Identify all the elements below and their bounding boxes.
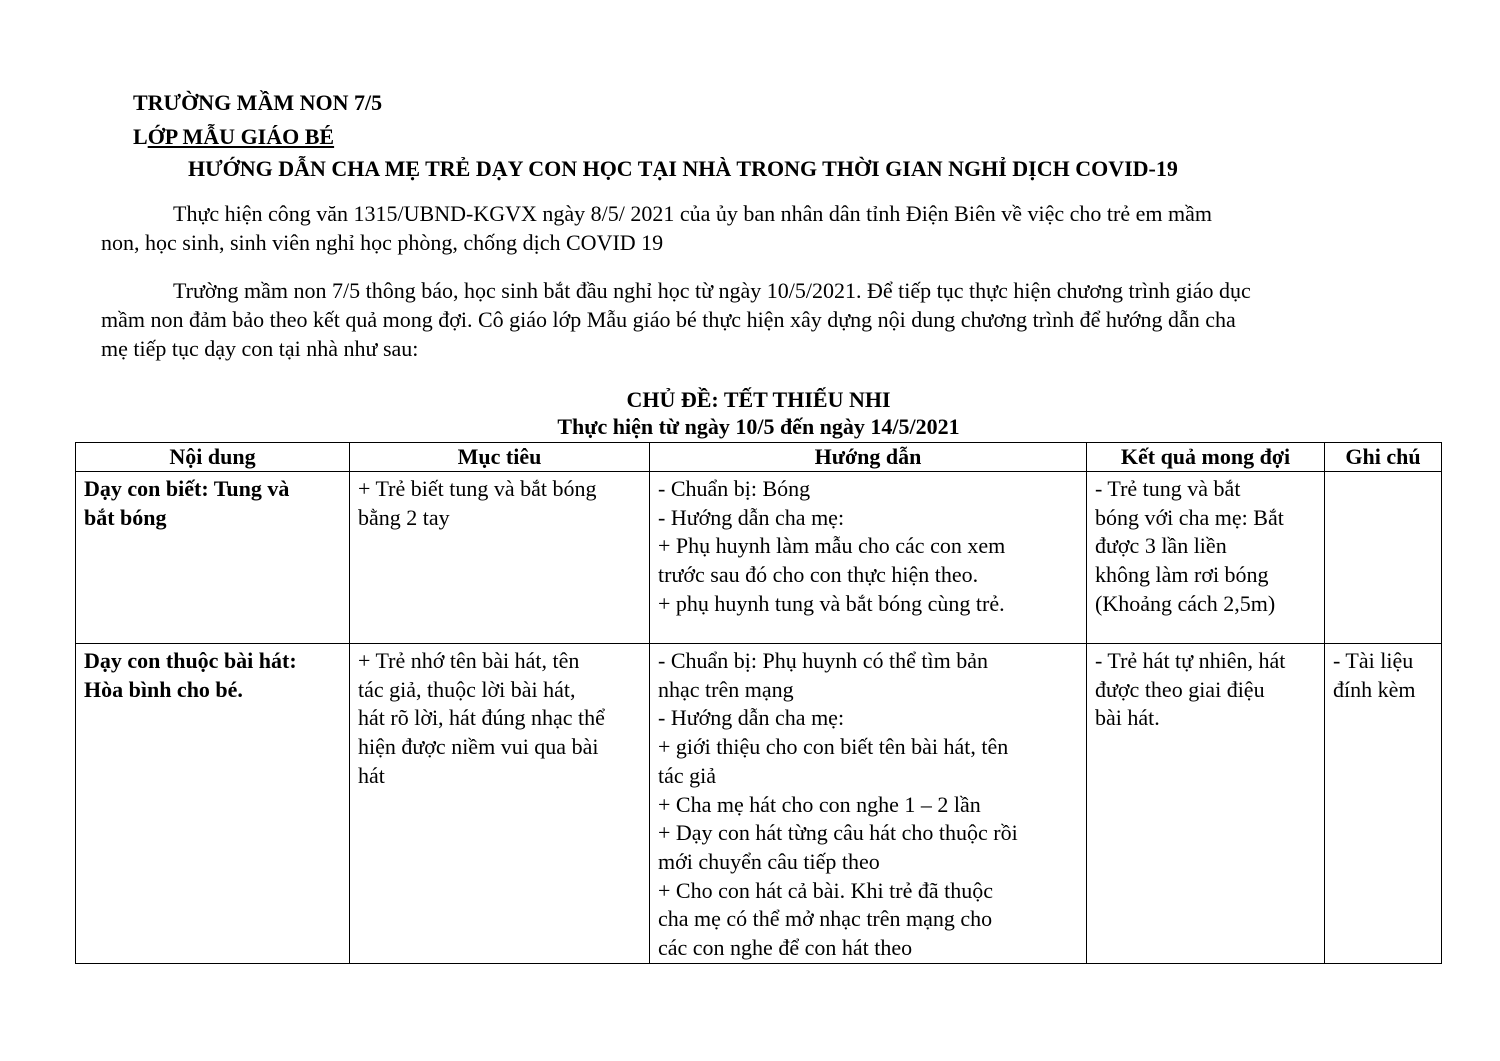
- cell-guide: [650, 472, 1087, 644]
- cell-line: bài hát.: [1095, 705, 1160, 731]
- cell-line: hát rõ lời, hát đúng nhạc thể: [358, 705, 605, 731]
- class-name-underlined: ỚP MẪU GIÁO BÉ: [147, 124, 335, 149]
- header-result: Kết quả mong đợi: [1087, 443, 1325, 472]
- cell-line: - Trẻ tung và bắt: [1095, 476, 1241, 501]
- cell-line: tác giả, thuộc lời bài hát,: [358, 676, 576, 702]
- cell-line: đính kèm: [1333, 676, 1416, 702]
- header-content: Nội dung: [76, 443, 350, 472]
- cell-content: [76, 644, 350, 964]
- cell-line: cha mẹ có thể mở nhạc trên mạng cho: [658, 906, 993, 932]
- cell-line: bằng 2 tay: [358, 504, 450, 530]
- cell-line: - Hướng dẫn cha mẹ:: [658, 504, 845, 530]
- cell-line: - Chuẩn bị: Bóng: [658, 476, 811, 501]
- document-title: HƯỚNG DẪN CHA MẸ TRẺ DẠY CON HỌC TẠI NHÀ TRONG THỜI GIAN NGHỈ DỊCH COVID-19: [188, 156, 1178, 181]
- cell-line: được 3 lần liền: [1095, 533, 1227, 559]
- cell-line: - Chuẩn bị: Phụ huynh có thể tìm bản: [658, 648, 988, 673]
- lesson-plan-table: [75, 442, 1442, 964]
- cell-line: - Trẻ hát tự nhiên, hát: [1095, 648, 1286, 673]
- cell-line: Hòa bình cho bé.: [84, 676, 243, 702]
- table-row: [76, 472, 1442, 644]
- table-header-row: [76, 443, 1442, 472]
- cell-content: [76, 472, 350, 644]
- topic-title: CHỦ ĐỀ: TẾT THIẾU NHI: [626, 387, 891, 412]
- cell-objective: [350, 472, 650, 644]
- cell-line: + Dạy con hát từng câu hát cho thuộc rồi: [658, 820, 1018, 846]
- paragraph-line: mầm non đảm bảo theo kết quả mong đợi. Cô giáo lớp Mẫu giáo bé thực hiện xây dựng nội dung chương trình để hướng dẫn cha: [101, 307, 1236, 332]
- cell-line: trước sau đó cho con thực hiện theo.: [658, 562, 979, 588]
- cell-line: hiện được niềm vui qua bài: [358, 734, 599, 760]
- cell-line: + phụ huynh tung và bắt bóng cùng trẻ.: [658, 590, 1005, 616]
- cell-line: - Hướng dẫn cha mẹ:: [658, 705, 845, 731]
- class-name-prefix: L: [133, 124, 148, 149]
- cell-line: bắt bóng: [84, 504, 167, 530]
- cell-line: + Trẻ biết tung và bắt bóng: [358, 476, 597, 501]
- paragraph-line: non, học sinh, sinh viên nghỉ học phòng, chống dịch COVID 19: [101, 230, 664, 255]
- cell-line: tác giả: [658, 762, 717, 788]
- cell-line: + giới thiệu cho con biết tên bài hát, tên: [658, 734, 1009, 760]
- cell-line: mới chuyển câu tiếp theo: [658, 848, 880, 874]
- paragraph-line: Trường mầm non 7/5 thông báo, học sinh bắt đầu nghỉ học từ ngày 10/5/2021. Để tiếp tục thực hiện chương trình giáo dục: [173, 278, 1251, 303]
- cell-line: Dạy con biết: Tung và: [84, 476, 290, 501]
- paragraph-line: mẹ tiếp tục dạy con tại nhà như sau:: [101, 336, 419, 361]
- header-objective: Mục tiêu: [350, 443, 650, 472]
- cell-line: được theo giai điệu: [1095, 676, 1265, 702]
- cell-line: các con nghe để con hát theo: [658, 935, 913, 961]
- cell-line: bóng với cha mẹ: Bắt: [1095, 504, 1284, 530]
- cell-line: + Cho con hát cả bài. Khi trẻ đã thuộc: [658, 877, 993, 903]
- header-note: Ghi chú: [1325, 443, 1442, 472]
- intro-paragraph-2: [101, 276, 1401, 363]
- cell-note: [1325, 644, 1442, 964]
- school-name: TRƯỜNG MẦM NON 7/5: [133, 90, 383, 115]
- cell-line: không làm rơi bóng: [1095, 562, 1269, 588]
- cell-line: + Cha mẹ hát cho con nghe 1 – 2 lần: [658, 791, 981, 817]
- cell-line: nhạc trên mạng: [658, 676, 794, 702]
- cell-result: [1087, 644, 1325, 964]
- cell-result: [1087, 472, 1325, 644]
- intro-paragraph-1: [101, 199, 1401, 257]
- class-name: [133, 124, 334, 150]
- cell-line: + Trẻ nhớ tên bài hát, tên: [358, 648, 580, 673]
- table-row: [76, 644, 1442, 964]
- cell-guide: [650, 644, 1087, 964]
- topic-period: Thực hiện từ ngày 10/5 đến ngày 14/5/2021: [557, 414, 960, 439]
- cell-line: - Tài liệu: [1333, 648, 1414, 673]
- cell-note: [1325, 472, 1442, 644]
- cell-objective: [350, 644, 650, 964]
- cell-line: + Phụ huynh làm mẫu cho các con xem: [658, 533, 1006, 559]
- cell-line: hát: [358, 762, 385, 788]
- paragraph-line: Thực hiện công văn 1315/UBND-KGVX ngày 8/5/ 2021 của ủy ban nhân dân tỉnh Điện Biên về việc cho trẻ em mầm: [173, 201, 1212, 226]
- cell-line: Dạy con thuộc bài hát:: [84, 648, 297, 673]
- header-guide: Hướng dẫn: [650, 443, 1087, 472]
- cell-line: (Khoảng cách 2,5m): [1095, 590, 1276, 616]
